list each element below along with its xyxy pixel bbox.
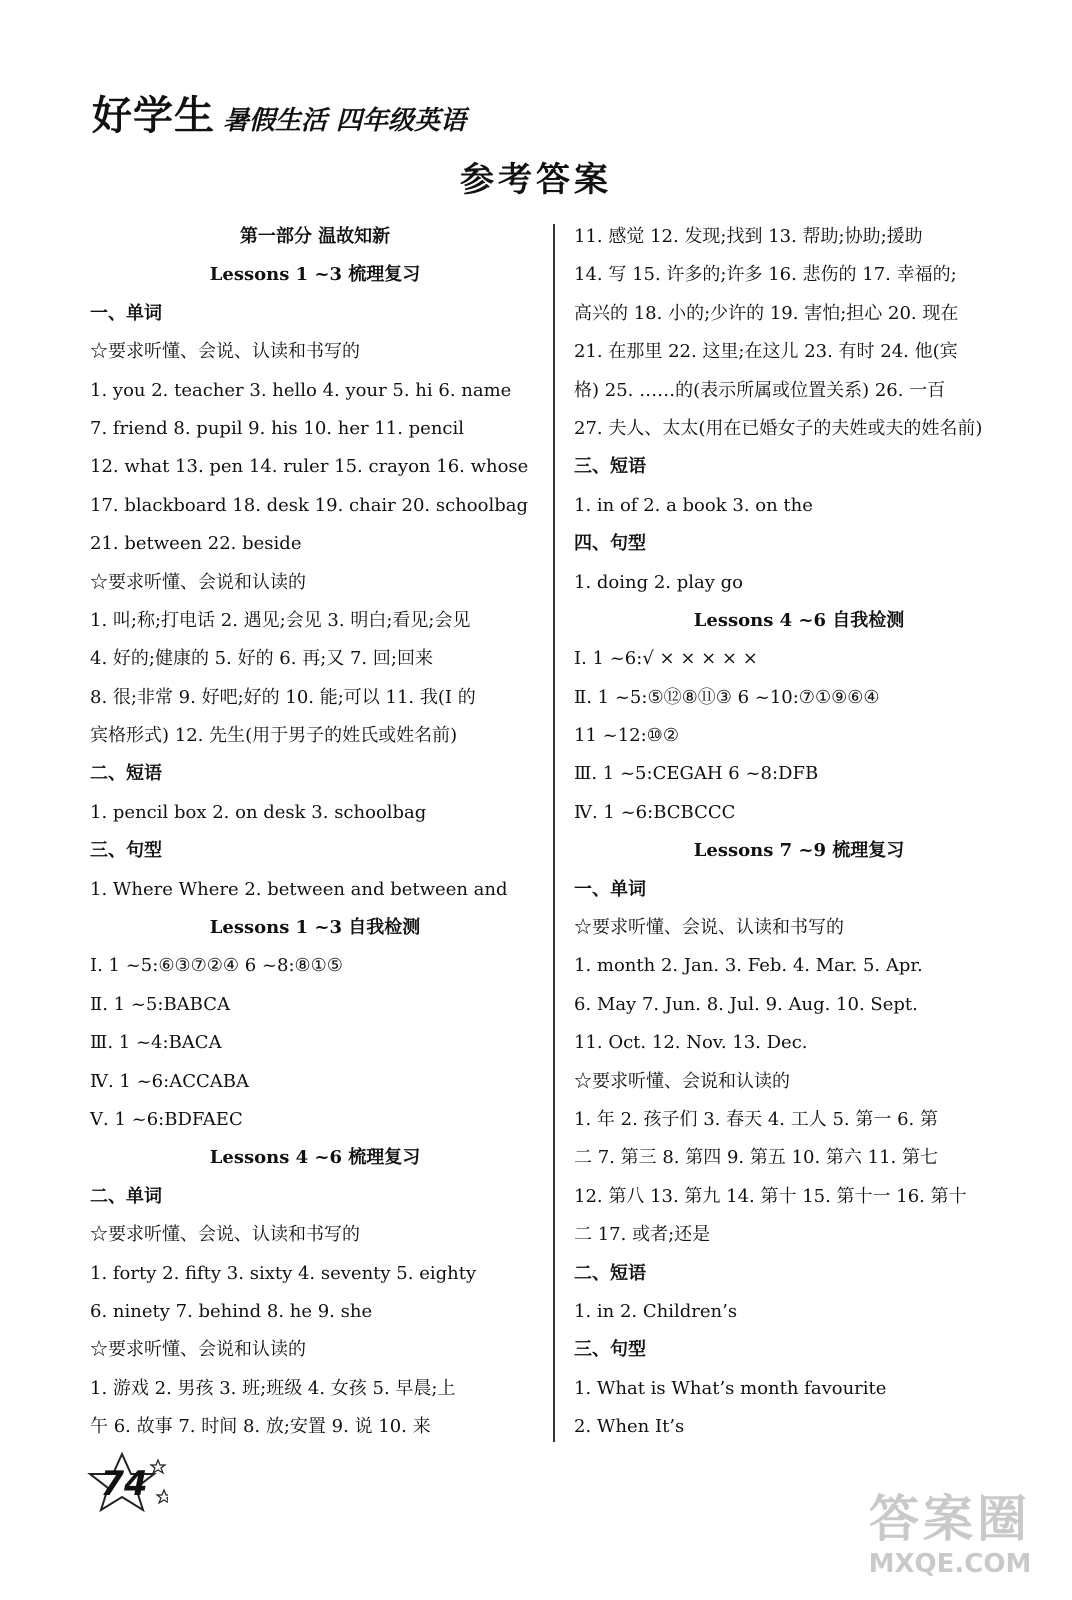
answer-line: ☆要求听懂、会说、认读和书写的 (90, 1224, 360, 1246)
answer-line: 7. friend 8. pupil 9. his 10. her 11. pencil (90, 417, 465, 439)
book-subtitle: 暑假生活 四年级英语 (223, 106, 467, 136)
category-heading: 一、单词 (90, 302, 162, 324)
section-heading: Lessons 4 ~6 梳理复习 (209, 1147, 421, 1169)
answer-line: 12. 第八 13. 第九 14. 第十 15. 第十一 16. 第十 (574, 1185, 967, 1207)
answer-line: 11. Oct. 12. Nov. 13. Dec. (574, 1032, 808, 1054)
answer-line: 1. forty 2. fifty 3. sixty 4. seventy 5. eighty (90, 1262, 477, 1284)
answer-line: 12. what 13. pen 14. ruler 15. crayon 16. whose (90, 456, 529, 478)
answer-line: Ⅰ. 1 ~6:√ × × × × × (574, 648, 758, 670)
answer-line: 4. 好的;健康的 5. 好的 6. 再;又 7. 回;回来 (90, 648, 433, 670)
section-heading: 第一部分 温故知新 (239, 226, 391, 247)
answer-line: 1. What is What’s month favourite (574, 1377, 887, 1399)
answer-line: 1. month 2. Jan. 3. Feb. 4. Mar. 5. Apr. (574, 955, 923, 977)
brand-name: 好学生 (92, 93, 215, 139)
answer-line: 1. in 2. Children’s (574, 1300, 738, 1322)
answer-line: ☆要求听懂、会说、认读和书写的 (574, 917, 844, 939)
category-heading: 一、单词 (574, 878, 646, 900)
answer-line: Ⅲ. 1 ~4:BACA (90, 1032, 222, 1054)
book-header (92, 84, 466, 141)
category-heading: 二、短语 (90, 763, 162, 785)
section-heading: Lessons 4 ~6 自我检测 (693, 609, 905, 631)
answer-line: 宾格形式) 12. 先生(用于男子的姓氏或姓名前) (90, 725, 458, 747)
answer-line: 6. May 7. Jun. 8. Jul. 9. Aug. 10. Sept. (574, 993, 918, 1015)
answer-line: 1. in of 2. a book 3. on the (574, 494, 813, 516)
answer-line: 27. 夫人、太太(用在已婚女子的夫姓或夫的姓名前) (574, 417, 983, 439)
column-divider (553, 224, 555, 1442)
answer-line: ☆要求听懂、会说和认读的 (574, 1070, 790, 1092)
page-number: 74 (100, 1464, 148, 1504)
right-column (574, 218, 1024, 1447)
category-heading: 三、短语 (574, 456, 646, 478)
answer-line: 1. doing 2. play go (574, 571, 744, 593)
answer-line: 1. pencil box 2. on desk 3. schoolbag (90, 801, 427, 823)
answer-line: 2. When It’s (574, 1416, 685, 1438)
answer-line: 高兴的 18. 小的;少许的 19. 害怕;担心 20. 现在 (574, 302, 959, 324)
answer-line: 二 7. 第三 8. 第四 9. 第五 10. 第六 11. 第七 (574, 1147, 938, 1169)
answer-line: 14. 写 15. 许多的;许多 16. 悲伤的 17. 幸福的; (574, 264, 957, 286)
watermark (848, 1490, 1052, 1590)
section-heading: Lessons 1 ~3 梳理复习 (209, 264, 421, 286)
answer-line: 午 6. 故事 7. 时间 8. 放;安置 9. 说 10. 来 (90, 1416, 431, 1438)
answer-line: 1. 年 2. 孩子们 3. 春天 4. 工人 5. 第一 6. 第 (574, 1108, 938, 1130)
answer-line: 1. Where Where 2. between and between and (90, 878, 508, 900)
answer-line: Ⅱ. 1 ~5:⑤⑫⑧⑪③ 6 ~10:⑦①⑨⑥④ (574, 686, 880, 708)
answer-line: 21. between 22. beside (90, 533, 302, 555)
answer-line: 8. 很;非常 9. 好吧;好的 10. 能;可以 11. 我(I 的 (90, 686, 476, 708)
category-heading: 三、句型 (90, 840, 162, 862)
answer-line: Ⅲ. 1 ~5:CEGAH 6 ~8:DFB (574, 763, 819, 785)
answer-line: 1. 叫;称;打电话 2. 遇见;会见 3. 明白;看见;会见 (90, 609, 471, 631)
section-heading: Lessons 1 ~3 自我检测 (209, 917, 421, 939)
answer-line: 17. blackboard 18. desk 19. chair 20. schoolbag (90, 494, 528, 516)
page-title: 参考答案 (460, 160, 612, 200)
answer-line: Ⅴ. 1 ~6:BDFAEC (90, 1108, 243, 1130)
answer-line: ☆要求听懂、会说和认读的 (90, 571, 306, 593)
watermark-url: MXQE.COM (868, 1549, 1032, 1579)
answer-line: Ⅳ. 1 ~6:BCBCCC (574, 801, 736, 823)
watermark-logo-text: 答案圈 (869, 1490, 1031, 1548)
answer-line: 11 ~12:⑩② (574, 725, 679, 747)
category-heading: 四、句型 (574, 533, 646, 555)
answer-line: 11. 感觉 12. 发现;找到 13. 帮助;协助;援助 (574, 226, 923, 247)
answer-line: Ⅰ. 1 ~5:⑥③⑦②④ 6 ~8:⑧①⑤ (90, 955, 343, 977)
answer-line: 二 17. 或者;还是 (574, 1224, 711, 1246)
answer-line: 1. 游戏 2. 男孩 3. 班;班级 4. 女孩 5. 早晨;上 (90, 1377, 456, 1399)
answer-line: 21. 在那里 22. 这里;在这儿 23. 有时 24. 他(宾 (574, 341, 958, 363)
category-heading: 二、单词 (90, 1185, 162, 1207)
page-number-badge (84, 1450, 168, 1520)
answer-line: Ⅱ. 1 ~5:BABCA (90, 993, 231, 1015)
answer-line: ☆要求听懂、会说、认读和书写的 (90, 341, 360, 363)
category-heading: 二、短语 (574, 1262, 646, 1284)
answer-line: Ⅳ. 1 ~6:ACCABA (90, 1070, 249, 1092)
answer-line: 格) 25. ……的(表示所属或位置关系) 26. 一百 (574, 379, 946, 401)
category-heading: 三、句型 (574, 1339, 646, 1361)
answer-line: 1. you 2. teacher 3. hello 4. your 5. hi 6. name (90, 379, 512, 401)
left-column (90, 218, 540, 1447)
answer-line: 6. ninety 7. behind 8. he 9. she (90, 1300, 373, 1322)
answer-line: ☆要求听懂、会说和认读的 (90, 1339, 306, 1361)
section-heading: Lessons 7 ~9 梳理复习 (693, 840, 905, 862)
